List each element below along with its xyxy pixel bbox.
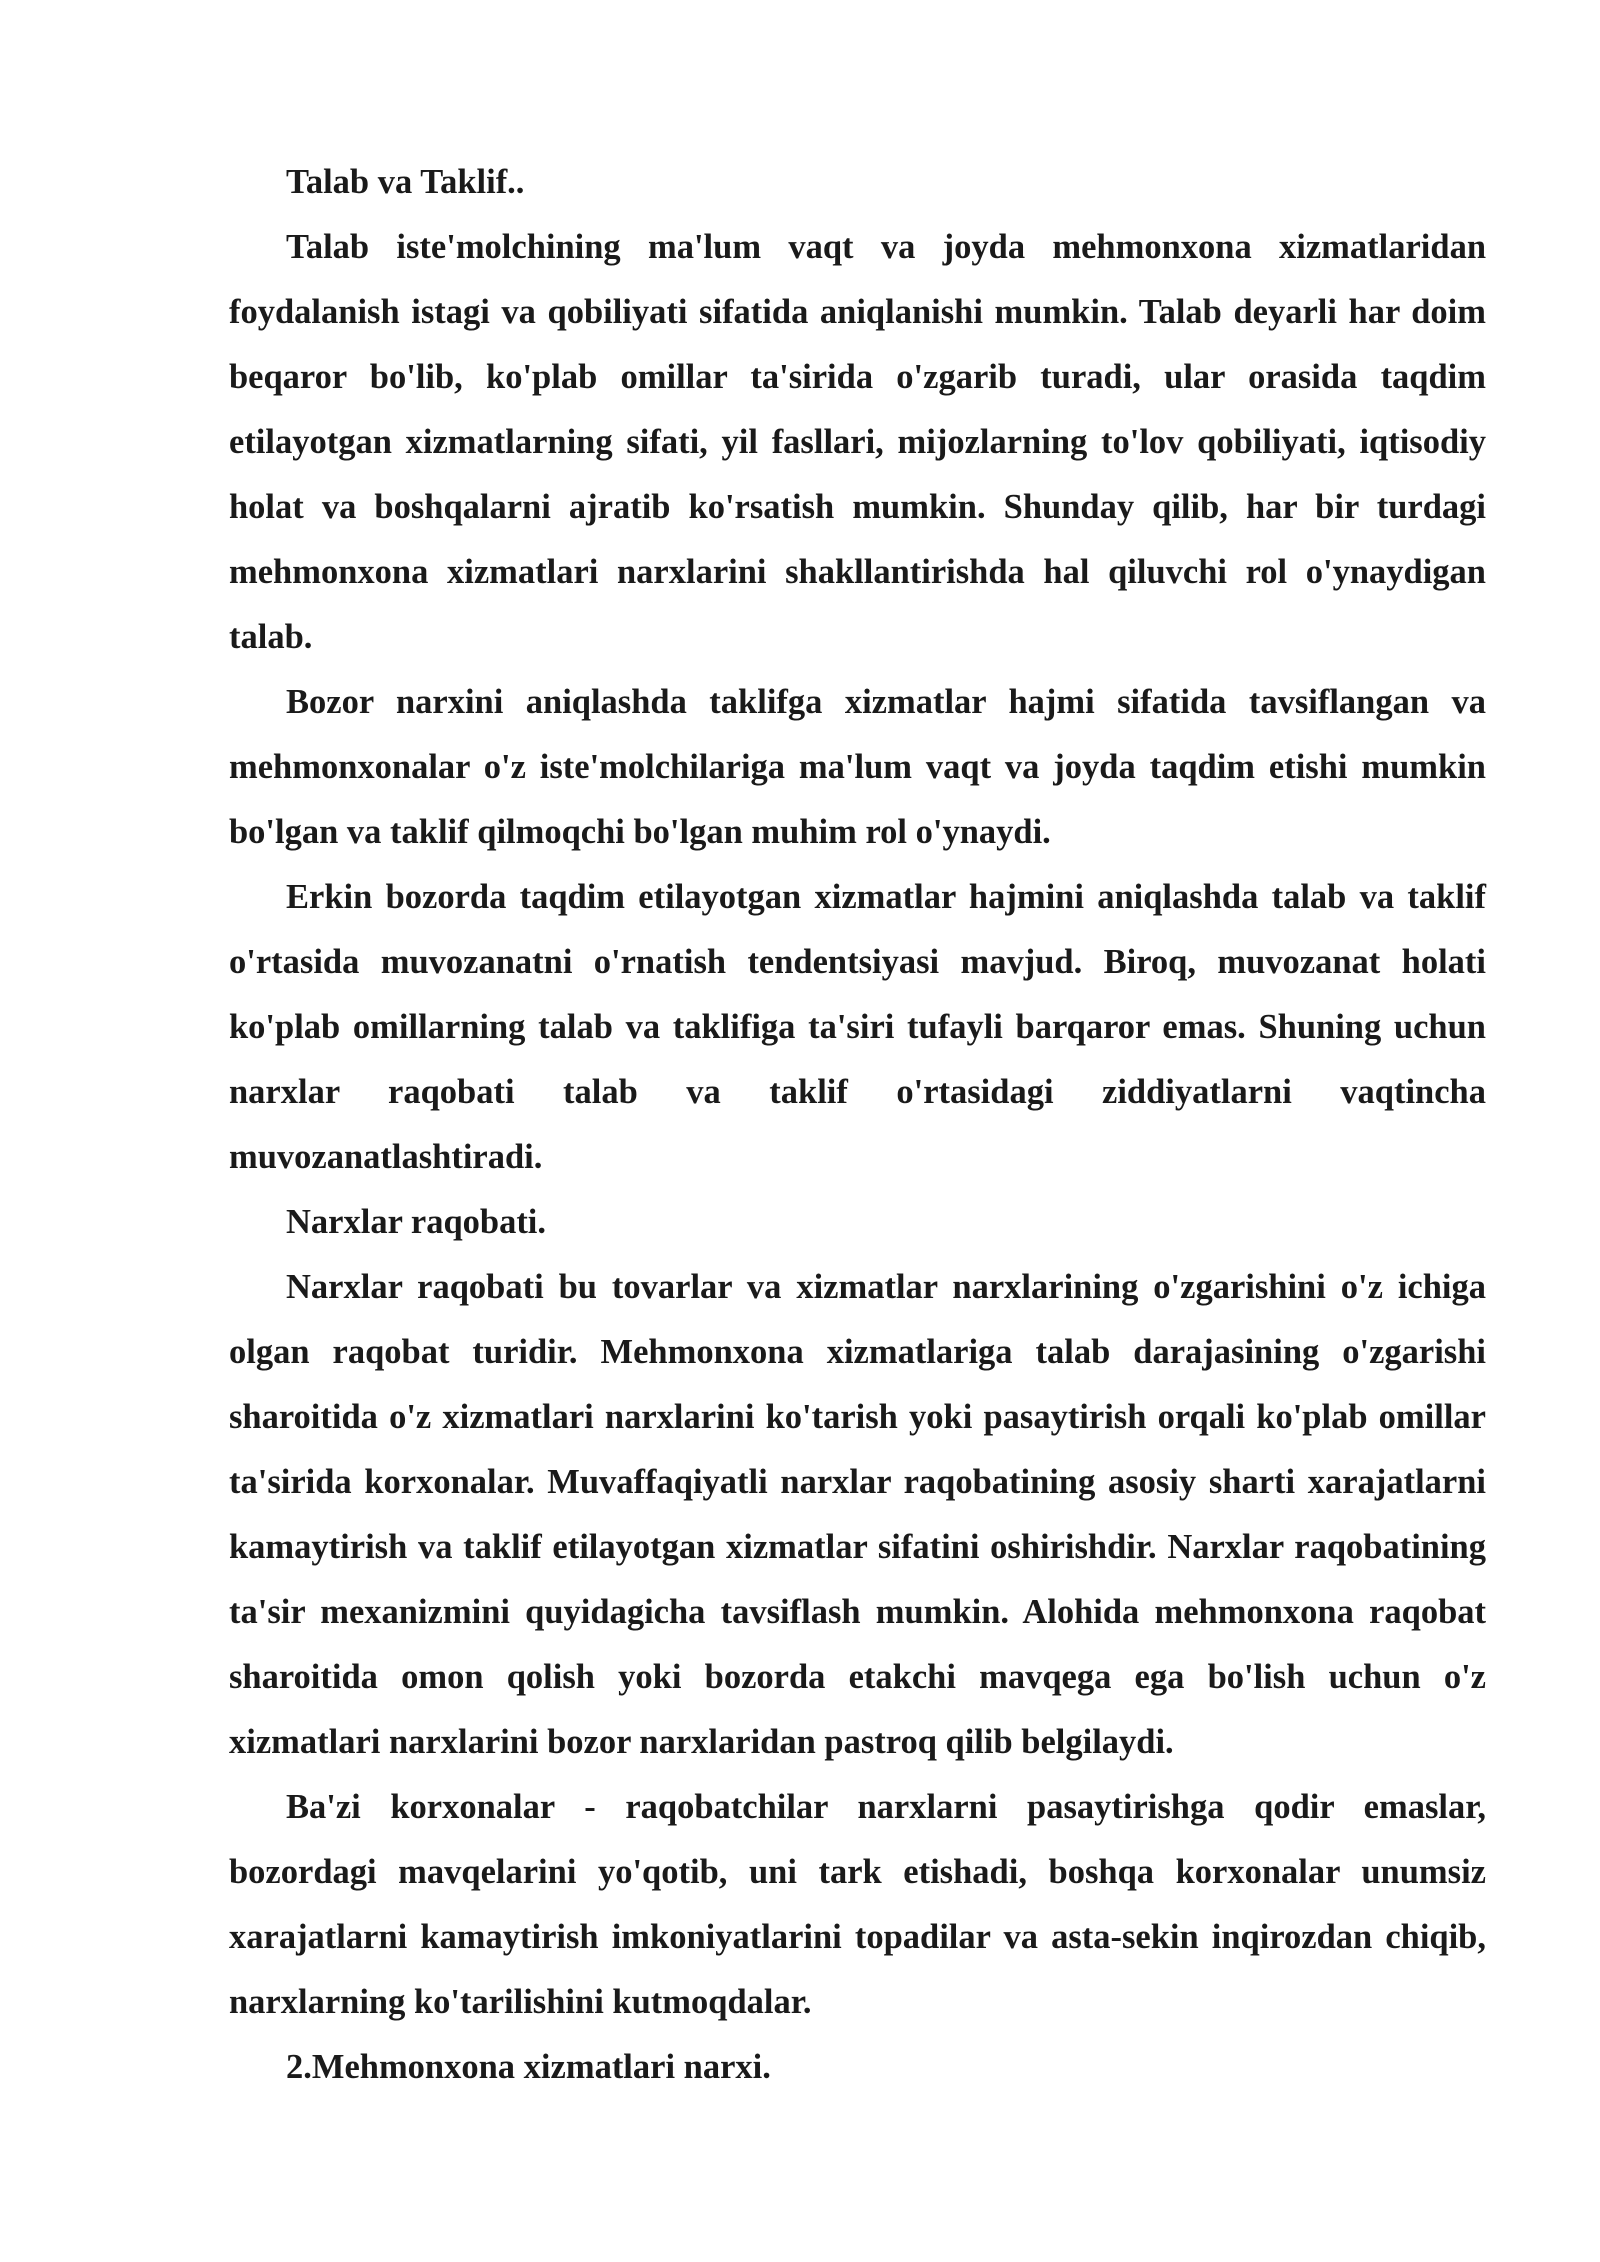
paragraph-erkin-bozor: Erkin bozorda taqdim etilayotgan xizmatlar hajmini aniqlashda talab va taklif o'rtasida muvozanatni o'rnatish tendentsiyasi mavjud. Biroq, muvozanat holati ko'plab omillarning talab va taklifiga ta'siri tufayli barqaror emas. Shuning uchun narxlar raqobati talab va taklif o'rtasidagi ziddiyatlarni vaqtincha muvozanatlashtiradi.: [229, 878, 1486, 1176]
section-heading-mehmonxona-xizmatlari-narxi: 2.Mehmonxona xizmatlari narxi.: [286, 2048, 771, 2086]
section-heading-narxlar-raqobati: Narxlar raqobati.: [286, 1203, 547, 1241]
paragraph-bozor-narxi: Bozor narxini aniqlashda taklifga xizmatlar hajmi sifatida tavsiflangan va mehmonxonalar o'z iste'molchilariga ma'lum vaqt va joyda taqdim etishi mumkin bo'lgan va taklif qilmoqchi bo'lgan muhim rol o'ynaydi.: [229, 683, 1486, 851]
paragraph-korxonalar: Ba'zi korxonalar - raqobatchilar narxlarni pasaytirishga qodir emaslar, bozordagi mavqelarini yo'qotib, uni tark etishadi, boshqa korxonalar unumsiz xarajatlarni kamaytirish imkoniyatlarini topadilar va asta-sekin inqirozdan chiqib, narxlarning ko'tarilishini kutmoqdalar.: [229, 1788, 1486, 2021]
paragraph-narxlar-raqobati: Narxlar raqobati bu tovarlar va xizmatlar narxlarining o'zgarishini o'z ichiga olgan raqobat turidir. Mehmonxona xizmatlariga talab darajasining o'zgarishi sharoitida o'z xizmatlari narxlarini ko'tarish yoki pasaytirish orqali ko'plab omillar ta'sirida korxonalar. Muvaffaqiyatli narxlar raqobatining asosiy sharti xarajatlarni kamaytirish va taklif etilayotgan xizmatlar sifatini oshirishdir. Narxlar raqobatining ta'sir mexanizmini quyidagicha tavsiflash mumkin. Alohida mehmonxona raqobat sharoitida omon qolish yoki bozorda etakchi mavqega ega bo'lish uchun o'z xizmatlari narxlarini bozor narxlaridan pastroq qilib belgilaydi.: [229, 1268, 1486, 1761]
section-heading-talab-va-taklif: Talab va Taklif..: [286, 163, 525, 201]
document-body: [229, 150, 1486, 2100]
paragraph-talab-definition: Talab iste'molchining ma'lum vaqt va joyda mehmonxona xizmatlaridan foydalanish istagi va qobiliyati sifatida aniqlanishi mumkin. Talab deyarli har doim beqaror bo'lib, ko'plab omillar ta'sirida o'zgarib turadi, ular orasida taqdim etilayotgan xizmatlarning sifati, yil fasllari, mijozlarning to'lov qobiliyati, iqtisodiy holat va boshqalarni ajratib ko'rsatish mumkin. Shunday qilib, har bir turdagi mehmonxona xizmatlari narxlarini shakllantirishda hal qiluvchi rol o'ynaydigan talab.: [229, 228, 1486, 656]
